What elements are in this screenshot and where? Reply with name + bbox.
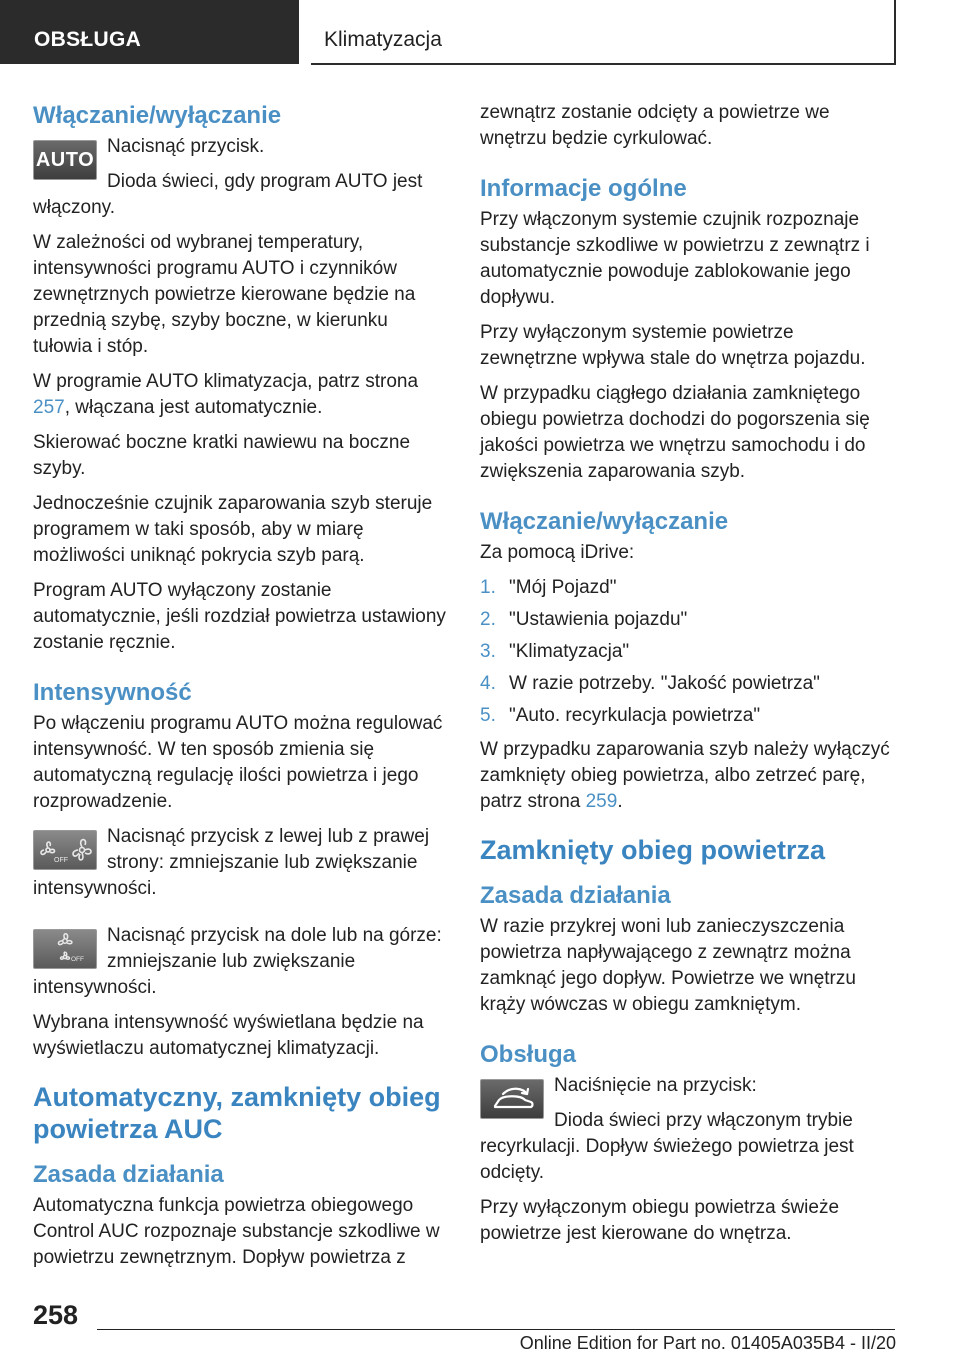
step-text: "Mój Pojazd" — [509, 577, 617, 598]
idrive-steps-list — [480, 575, 895, 729]
paragraph: Przy wyłączonym systemie powietrze zewnętrzne wpływa stale do wnętrza pojazdu. — [480, 322, 866, 369]
paragraph: W zależności od wybranej temperatury, intensywności programu AUTO i czynników zewnętrznych powietrze kierowane będzie na przednią szybę, szyby boczne, w kierunku tułowia i stóp. — [33, 232, 416, 357]
intensity-lr-row — [33, 824, 448, 911]
section-tab — [0, 0, 299, 64]
paragraph: Za pomocą iDrive: — [480, 542, 635, 563]
paragraph: Wybrana intensywność wyświetlana będzie na wyświetlaczu automatycznej klimatyzacji. — [33, 1012, 424, 1059]
list-item — [480, 703, 895, 729]
heading-on-off: Włączanie/wyłączanie — [33, 102, 282, 129]
step-number: 1. — [480, 577, 496, 598]
paragraph: W razie przykrej woni lub zanieczyszczenia powietrza napływającego z zewnątrz można zamknąć jego dopływ. Powietrze we wnętrzu krąży wówczas w obiegu zamkniętym. — [480, 916, 856, 1015]
heading-intensity: Intensywność — [33, 679, 192, 706]
step-text: "Klimatyzacja" — [509, 641, 630, 662]
fan-intensity-lr-icon — [33, 830, 97, 870]
heading-auc: Automatyczny, zamknięty obieg powietrza AUC — [33, 1082, 441, 1144]
paragraph: Dioda świeci, gdy program AUTO jest włączony. — [33, 171, 423, 218]
list-item — [480, 607, 895, 633]
step-number: 4. — [480, 673, 496, 694]
paragraph — [33, 369, 448, 421]
paragraph: zewnątrz zostanie odcięty a powietrze we wnętrzu będzie cyrkulować. — [480, 102, 830, 149]
right-column — [480, 100, 895, 1256]
page-number: 258 — [33, 1300, 79, 1330]
heading-operation: Obsługa — [480, 1041, 577, 1068]
section-label: OBSŁUGA — [34, 28, 142, 51]
auto-button-icon — [33, 140, 97, 180]
heading-on-off: Włączanie/wyłączanie — [480, 508, 729, 535]
footer-divider — [97, 1329, 895, 1330]
auto-icon-label: AUTO — [35, 149, 95, 171]
paragraph — [480, 737, 895, 815]
paragraph: Dioda świeci przy włączonym trybie recyrkulacji. Dopływ świeżego powietrza jest odcięty. — [480, 1110, 854, 1183]
list-item — [480, 575, 895, 601]
text: . — [617, 791, 623, 812]
list-item — [480, 671, 895, 697]
step-number: 3. — [480, 641, 496, 662]
left-column — [33, 100, 448, 1280]
page-link-257[interactable]: 257 — [33, 397, 65, 418]
intensity-ud-row — [33, 923, 448, 1010]
auto-button-row — [33, 134, 448, 230]
step-number: 5. — [480, 705, 496, 726]
heading-recirculation: Zamknięty obieg powietrza — [480, 835, 826, 865]
paragraph: Po włączeniu programu AUTO można regulować intensywność. W ten sposób zmienia się automatyczną regulację ilości powietrza i jego rozprowadzenie. — [33, 713, 443, 812]
step-text: "Auto. recyrkulacja powietrza" — [509, 705, 761, 726]
edition-footer: Online Edition for Part no. 01405A035B4 - II/20 — [519, 1333, 896, 1353]
svg-text:OFF: OFF — [54, 857, 68, 864]
svg-text:OFF: OFF — [71, 956, 84, 963]
paragraph: Naciśnięcie na przycisk: — [554, 1075, 757, 1096]
paragraph: Nacisnąć przycisk z lewej lub z prawej strony: zmniejszanie lub zwiększanie intensywności. — [33, 826, 430, 899]
paragraph: Program AUTO wyłączony zostanie automatycznie, jeśli rozdział powietrza ustawiony zostanie ręcznie. — [33, 580, 446, 653]
paragraph: W przypadku ciągłego działania zamkniętego obiegu powietrza dochodzi do pogorszenia się jakości powietrza we wnętrzu samochodu i do zwiększenia zaparowania szyb. — [480, 383, 870, 482]
step-text: "Ustawienia pojazdu" — [509, 609, 688, 630]
step-number: 2. — [480, 609, 496, 630]
heading-principle: Zasada działania — [480, 882, 671, 909]
step-text: W razie potrzeby. "Jakość powietrza" — [509, 673, 820, 694]
fan-intensity-ud-icon — [33, 929, 97, 969]
paragraph: Nacisnąć przycisk na dole lub na górze: zmniejszanie lub zwiększanie intensywności. — [33, 925, 442, 998]
paragraph: Przy włączonym systemie czujnik rozpoznaje substancje szkodliwe w powietrzu z zewnątrz i automatycznie powoduje zablokowanie jego dopływu. — [480, 209, 870, 308]
recirculation-icon — [480, 1079, 544, 1119]
paragraph: Automatyczna funkcja powietrza obiegowego Control AUC rozpoznaje substancje szkodliwe w powietrzu zewnętrznym. Dopływ powietrza z — [33, 1195, 440, 1268]
paragraph: Przy wyłączonym obiegu powietrza świeże powietrze jest kierowane do wnętrza. — [480, 1197, 840, 1244]
text: , włączana jest automatycznie. — [64, 397, 323, 418]
chapter-label: Klimatyzacja — [324, 28, 442, 51]
chapter-tab — [311, 0, 896, 65]
recirc-button-row — [480, 1073, 895, 1195]
page-header — [0, 0, 960, 66]
paragraph: Nacisnąć przycisk. — [107, 136, 265, 157]
text: W programie AUTO klimatyzacja, patrz strona — [33, 371, 419, 392]
text: W przypadku zaparowania szyb należy wyłączyć zamknięty obieg powietrza, albo zetrzeć parę, patrz strona — [480, 739, 890, 812]
heading-principle: Zasada działania — [33, 1161, 224, 1188]
paragraph: Jednocześnie czujnik zaparowania szyb steruje programem w taki sposób, aby w miarę możliwości uniknąć pokrycia szyb parą. — [33, 493, 433, 566]
heading-general-info: Informacje ogólne — [480, 175, 687, 202]
page-link-259[interactable]: 259 — [585, 791, 618, 812]
list-item — [480, 639, 895, 665]
paragraph: Skierować boczne kratki nawiewu na boczne szyby. — [33, 432, 411, 479]
